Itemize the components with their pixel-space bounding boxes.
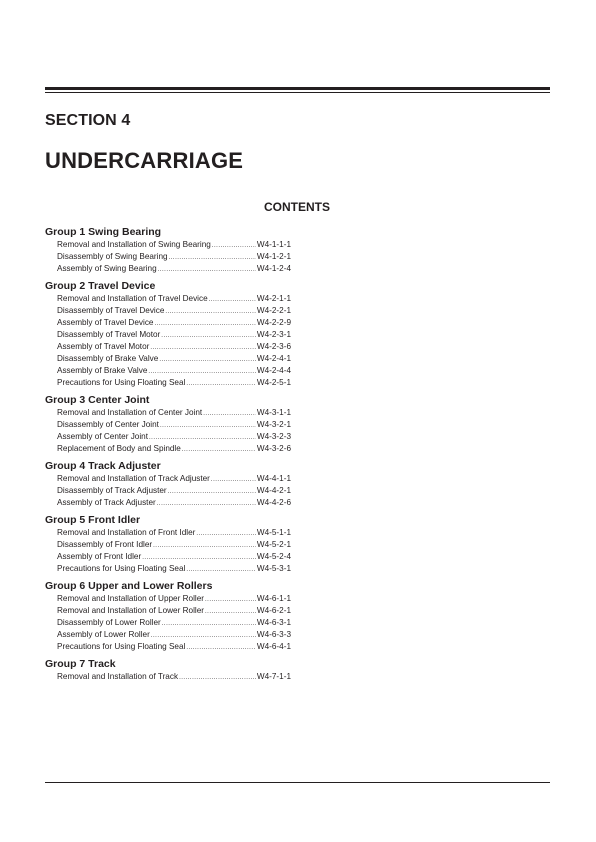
toc-entry-title: Disassembly of Track Adjuster bbox=[57, 486, 167, 495]
toc-entry bbox=[57, 527, 291, 539]
toc-entry-page: W4-2-2-1 bbox=[256, 306, 291, 315]
toc-entry-title: Disassembly of Front Idler bbox=[57, 540, 153, 549]
toc-entry bbox=[57, 365, 291, 377]
toc-entry bbox=[57, 251, 291, 263]
toc-leader-dots bbox=[160, 420, 256, 432]
toc-leader-dots bbox=[162, 618, 256, 630]
toc-entry-page: W4-5-2-4 bbox=[256, 552, 291, 561]
toc-entry bbox=[57, 641, 291, 653]
toc-entry bbox=[57, 407, 291, 419]
toc-entry bbox=[57, 593, 291, 605]
toc-entry-title: Assembly of Travel Device bbox=[57, 318, 154, 327]
toc-entry-title: Assembly of Lower Roller bbox=[57, 630, 150, 639]
toc-entry bbox=[57, 239, 291, 251]
toc-entry bbox=[57, 551, 291, 563]
toc-entry-page: W4-2-4-4 bbox=[256, 366, 291, 375]
toc-entry bbox=[57, 263, 291, 275]
toc-entry-title: Assembly of Front Idler bbox=[57, 552, 142, 561]
toc-entry-title: Assembly of Track Adjuster bbox=[57, 498, 156, 507]
toc-entry-page: W4-3-2-6 bbox=[256, 444, 291, 453]
toc-leader-dots bbox=[157, 498, 256, 510]
toc-entry-title: Disassembly of Lower Roller bbox=[57, 618, 161, 627]
toc-leader-dots bbox=[205, 606, 256, 618]
toc-group bbox=[45, 514, 305, 575]
section-label: SECTION 4 bbox=[45, 112, 131, 129]
toc-leader-dots bbox=[158, 264, 256, 276]
toc-entry-title: Assembly of Center Joint bbox=[57, 432, 149, 441]
toc-entry bbox=[57, 605, 291, 617]
toc-leader-dots bbox=[179, 672, 256, 684]
toc-leader-dots bbox=[161, 330, 256, 342]
toc-entry-page: W4-3-2-1 bbox=[256, 420, 291, 429]
header-rule-thin bbox=[45, 92, 550, 93]
toc-entry bbox=[57, 443, 291, 455]
toc-entry-title: Replacement of Body and Spindle bbox=[57, 444, 181, 453]
toc-entry-page: W4-5-3-1 bbox=[256, 564, 291, 573]
toc-leader-dots bbox=[168, 486, 256, 498]
toc-entry-page: W4-3-2-3 bbox=[256, 432, 291, 441]
toc-entry bbox=[57, 353, 291, 365]
toc-leader-dots bbox=[203, 408, 256, 420]
toc-group-title: Group 7 Track bbox=[45, 658, 116, 670]
toc-entry-title: Precautions for Using Floating Seal bbox=[57, 642, 186, 651]
toc-group-title: Group 2 Travel Device bbox=[45, 280, 156, 292]
toc-entry-page: W4-6-1-1 bbox=[256, 594, 291, 603]
toc-entry bbox=[57, 671, 291, 683]
toc-entry bbox=[57, 473, 291, 485]
toc-entry-page: W4-6-3-3 bbox=[256, 630, 291, 639]
toc-entry bbox=[57, 629, 291, 641]
toc-entry-page: W4-6-2-1 bbox=[256, 606, 291, 615]
toc-entry-title: Disassembly of Travel Device bbox=[57, 306, 165, 315]
toc-entry-page: W4-2-4-1 bbox=[256, 354, 291, 363]
toc-leader-dots bbox=[182, 444, 256, 456]
toc-entry-title: Removal and Installation of Center Joint bbox=[57, 408, 203, 417]
toc-entry bbox=[57, 317, 291, 329]
toc-entry-title: Removal and Installation of Swing Bearing bbox=[57, 240, 211, 249]
toc-leader-dots bbox=[159, 354, 256, 366]
toc-entry bbox=[57, 617, 291, 629]
toc-entry-page: W4-2-3-6 bbox=[256, 342, 291, 351]
contents-heading: CONTENTS bbox=[264, 200, 330, 214]
toc-entry bbox=[57, 377, 291, 389]
toc-entry bbox=[57, 419, 291, 431]
toc-group bbox=[45, 580, 305, 653]
toc-leader-dots bbox=[211, 474, 256, 486]
toc-group-title: Group 3 Center Joint bbox=[45, 394, 150, 406]
toc-group-title: Group 6 Upper and Lower Rollers bbox=[45, 580, 213, 592]
toc-leader-dots bbox=[212, 240, 256, 252]
toc-entry bbox=[57, 485, 291, 497]
toc-entry-title: Disassembly of Travel Motor bbox=[57, 330, 161, 339]
toc-leader-dots bbox=[209, 294, 256, 306]
toc-entry-page: W4-2-3-1 bbox=[256, 330, 291, 339]
toc-entry-page: W4-2-1-1 bbox=[256, 294, 291, 303]
toc-leader-dots bbox=[150, 342, 256, 354]
toc-group-title: Group 5 Front Idler bbox=[45, 514, 141, 526]
toc-entry-title: Disassembly of Brake Valve bbox=[57, 354, 159, 363]
toc-entry-title: Precautions for Using Floating Seal bbox=[57, 564, 186, 573]
toc-entry-page: W4-1-2-1 bbox=[256, 252, 291, 261]
toc-leader-dots bbox=[186, 378, 256, 390]
toc-entry-title: Removal and Installation of Track Adjuster bbox=[57, 474, 210, 483]
toc-entry-title: Disassembly of Swing Bearing bbox=[57, 252, 168, 261]
toc-entry-page: W4-4-1-1 bbox=[256, 474, 291, 483]
toc-entry-page: W4-2-5-1 bbox=[256, 378, 291, 387]
toc-entry-page: W4-2-2-9 bbox=[256, 318, 291, 327]
toc-group bbox=[45, 226, 305, 275]
toc-entry-title: Removal and Installation of Travel Device bbox=[57, 294, 208, 303]
toc-entry-title: Assembly of Brake Valve bbox=[57, 366, 148, 375]
toc-entry-title: Assembly of Travel Motor bbox=[57, 342, 150, 351]
toc-entry-page: W4-4-2-6 bbox=[256, 498, 291, 507]
toc-entry bbox=[57, 341, 291, 353]
toc-entry bbox=[57, 431, 291, 443]
toc-entry-title: Removal and Installation of Lower Roller bbox=[57, 606, 204, 615]
toc-entry bbox=[57, 497, 291, 509]
toc-entry-title: Removal and Installation of Upper Roller bbox=[57, 594, 204, 603]
toc-group bbox=[45, 658, 305, 683]
header-rule-thick bbox=[45, 87, 550, 90]
toc-entry-page: W4-7-1-1 bbox=[256, 672, 291, 681]
toc-entry-page: W4-6-3-1 bbox=[256, 618, 291, 627]
toc-entry bbox=[57, 563, 291, 575]
toc-entry-title: Disassembly of Center Joint bbox=[57, 420, 159, 429]
toc-leader-dots bbox=[186, 642, 256, 654]
toc-entry-title: Removal and Installation of Front Idler bbox=[57, 528, 196, 537]
toc-leader-dots bbox=[154, 318, 255, 330]
toc-group-title: Group 4 Track Adjuster bbox=[45, 460, 161, 472]
toc-entry bbox=[57, 329, 291, 341]
footer-rule bbox=[45, 782, 550, 783]
toc-entry-page: W4-3-1-1 bbox=[256, 408, 291, 417]
toc-leader-dots bbox=[186, 564, 256, 576]
toc-entry-page: W4-5-2-1 bbox=[256, 540, 291, 549]
toc-group-title: Group 1 Swing Bearing bbox=[45, 226, 162, 238]
toc-entry-page: W4-1-2-4 bbox=[256, 264, 291, 273]
toc-entry bbox=[57, 293, 291, 305]
toc-leader-dots bbox=[196, 528, 256, 540]
toc-group bbox=[45, 394, 305, 455]
toc-leader-dots bbox=[205, 594, 256, 606]
toc-leader-dots bbox=[165, 306, 255, 318]
toc-entry-title: Assembly of Swing Bearing bbox=[57, 264, 157, 273]
toc-group bbox=[45, 280, 305, 389]
toc-entry-page: W4-1-1-1 bbox=[256, 240, 291, 249]
toc-group bbox=[45, 460, 305, 509]
toc-entry-page: W4-6-4-1 bbox=[256, 642, 291, 651]
table-of-contents bbox=[45, 226, 305, 688]
toc-entry bbox=[57, 539, 291, 551]
toc-entry bbox=[57, 305, 291, 317]
toc-leader-dots bbox=[169, 252, 256, 264]
toc-entry-title: Removal and Installation of Track bbox=[57, 672, 179, 681]
toc-entry-title: Precautions for Using Floating Seal bbox=[57, 378, 186, 387]
toc-entry-page: W4-5-1-1 bbox=[256, 528, 291, 537]
toc-entry-page: W4-4-2-1 bbox=[256, 486, 291, 495]
section-title: UNDERCARRIAGE bbox=[45, 148, 244, 173]
toc-leader-dots bbox=[153, 540, 256, 552]
